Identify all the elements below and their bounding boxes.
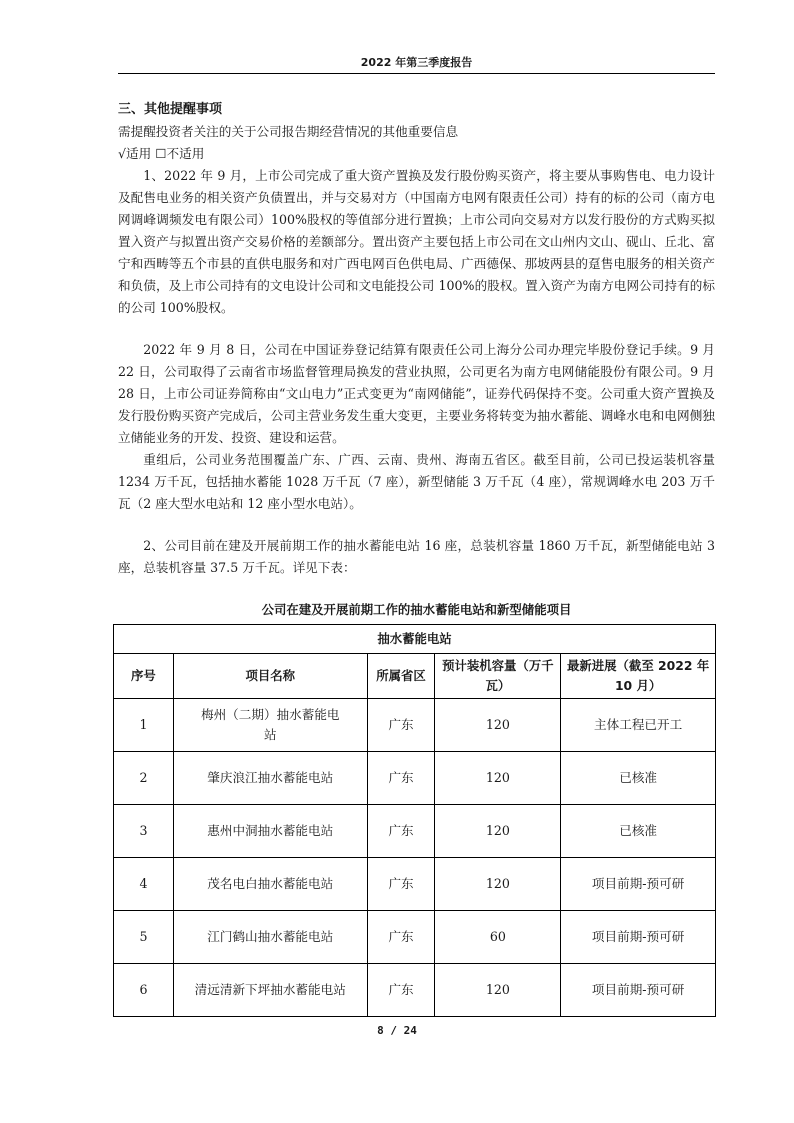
cell-progress: 已核准: [561, 805, 716, 858]
table-row: [114, 699, 716, 752]
section-intro: 需提醒投资者关注的关于公司报告期经营情况的其他重要信息: [118, 124, 459, 139]
projects-table: [113, 624, 716, 1017]
cell-no: 4: [114, 858, 174, 911]
page-content: [118, 99, 715, 1017]
cell-name: 肇庆浪江抽水蓄能电站: [173, 752, 367, 805]
paragraph-gap: [118, 319, 715, 339]
column-header-province: 所属省区: [367, 654, 435, 699]
cell-progress: 项目前期-预可研: [561, 911, 716, 964]
section-title: 三、其他提醒事项: [118, 102, 223, 117]
cell-name: 茂名电白抽水蓄能电站: [173, 858, 367, 911]
table-group-header-row: [114, 625, 716, 654]
table-row: [114, 858, 716, 911]
cell-name: 梅州（二期）抽水蓄能电站: [173, 699, 367, 752]
cell-no: 6: [114, 964, 174, 1017]
cell-capacity: 60: [435, 911, 561, 964]
cell-progress: 主体工程已开工: [561, 699, 716, 752]
header-divider: [118, 73, 715, 74]
paragraph-registration: 2022 年 9 月 8 日，公司在中国证券登记结算有限责任公司上海分公司办理完毕股份登记手续。9 月 22 日，公司取得了云南省市场监督管理局换发的营业执照，公司更名为南方电网储能股份有限公司。9 月 28 日，上市公司证券简称由“文山电力”正式变更为“南网储能”，证券代码保持不变。公司重大资产置换及发行股份购买资产完成后，公司主营业务发生重大变更，主要业务将转变为抽水蓄能、调峰水电和电网侧独立储能业务的开发、投资、建设和运营。: [118, 342, 715, 445]
table-header-row: [114, 654, 716, 699]
cell-no: 3: [114, 805, 174, 858]
table-row: [114, 964, 716, 1017]
cell-no: 5: [114, 911, 174, 964]
paragraph-projects-summary: 2、公司目前在建及开展前期工作的抽水蓄能电站 16 座，总装机容量 1860 万千瓦，新型储能电站 3 座，总装机容量 37.5 万千瓦。详见下表：: [118, 538, 715, 575]
group-header-pumped-storage: 抽水蓄能电站: [114, 625, 716, 654]
cell-province: 广东: [367, 858, 435, 911]
cell-province: 广东: [367, 699, 435, 752]
cell-progress: 项目前期-预可研: [561, 964, 716, 1017]
cell-progress: 项目前期-预可研: [561, 858, 716, 911]
applicable-checkbox-line: √适用 ☐不适用: [118, 146, 205, 161]
table-row: [114, 911, 716, 964]
cell-capacity: 120: [435, 805, 561, 858]
cell-no: 1: [114, 699, 174, 752]
paragraph-asset-swap: 1、2022 年 9 月，上市公司完成了重大资产置换及发行股份购买资产，将主要从事购售电、电力设计及配售电业务的相关资产负债置出，并与交易对方（中国南方电网有限责任公司）持有的标的公司（南方电网调峰调频发电有限公司）100%股权的等值部分进行置换；上市公司向交易对方以发行股份的方式购买拟置入资产与拟置出资产交易价格的差额部分。置出资产主要包括上市公司在文山州内文山、砚山、丘北、富宁和西畴等五个市县的直供电服务和对广西电网百色供电局、广西德保、那坡两县的趸售电服务的相关资产和负债，及上市公司持有的文电设计公司和文电能投公司 100%的股权。置入资产为南方电网公司持有的标的公司 100%股权。: [118, 168, 715, 315]
table-row: [114, 805, 716, 858]
table-row: [114, 752, 716, 805]
paragraph-business-scope: 重组后，公司业务范围覆盖广东、广西、云南、贵州、海南五省区。截至目前，公司已投运装机容量 1234 万千瓦，包括抽水蓄能 1028 万千瓦（7 座），新型储能 3 万千瓦（4 座），常规调峰水电 203 万千瓦（2 座大型水电站和 12 座小型水电站）。: [118, 452, 715, 511]
page-number: 8 / 24: [377, 1024, 417, 1037]
cell-province: 广东: [367, 805, 435, 858]
cell-capacity: 120: [435, 752, 561, 805]
cell-progress: 已核准: [561, 752, 716, 805]
cell-name: 清远清新下坪抽水蓄能电站: [173, 964, 367, 1017]
cell-no: 2: [114, 752, 174, 805]
column-header-progress: 最新进展（截至 2022 年 10 月）: [561, 654, 716, 699]
column-header-capacity: 预计装机容量（万千瓦）: [435, 654, 561, 699]
cell-name: 惠州中洞抽水蓄能电站: [173, 805, 367, 858]
cell-province: 广东: [367, 911, 435, 964]
column-header-no: 序号: [114, 654, 174, 699]
cell-province: 广东: [367, 964, 435, 1017]
report-header: 2022 年第三季度报告: [360, 56, 473, 69]
cell-name: 江门鹤山抽水蓄能电站: [173, 911, 367, 964]
cell-capacity: 120: [435, 699, 561, 752]
cell-capacity: 120: [435, 964, 561, 1017]
cell-province: 广东: [367, 752, 435, 805]
table-title: 公司在建及开展前期工作的抽水蓄能电站和新型储能项目: [261, 602, 572, 617]
cell-capacity: 120: [435, 858, 561, 911]
column-header-name: 项目名称: [173, 654, 367, 699]
paragraph-gap: [118, 515, 715, 535]
